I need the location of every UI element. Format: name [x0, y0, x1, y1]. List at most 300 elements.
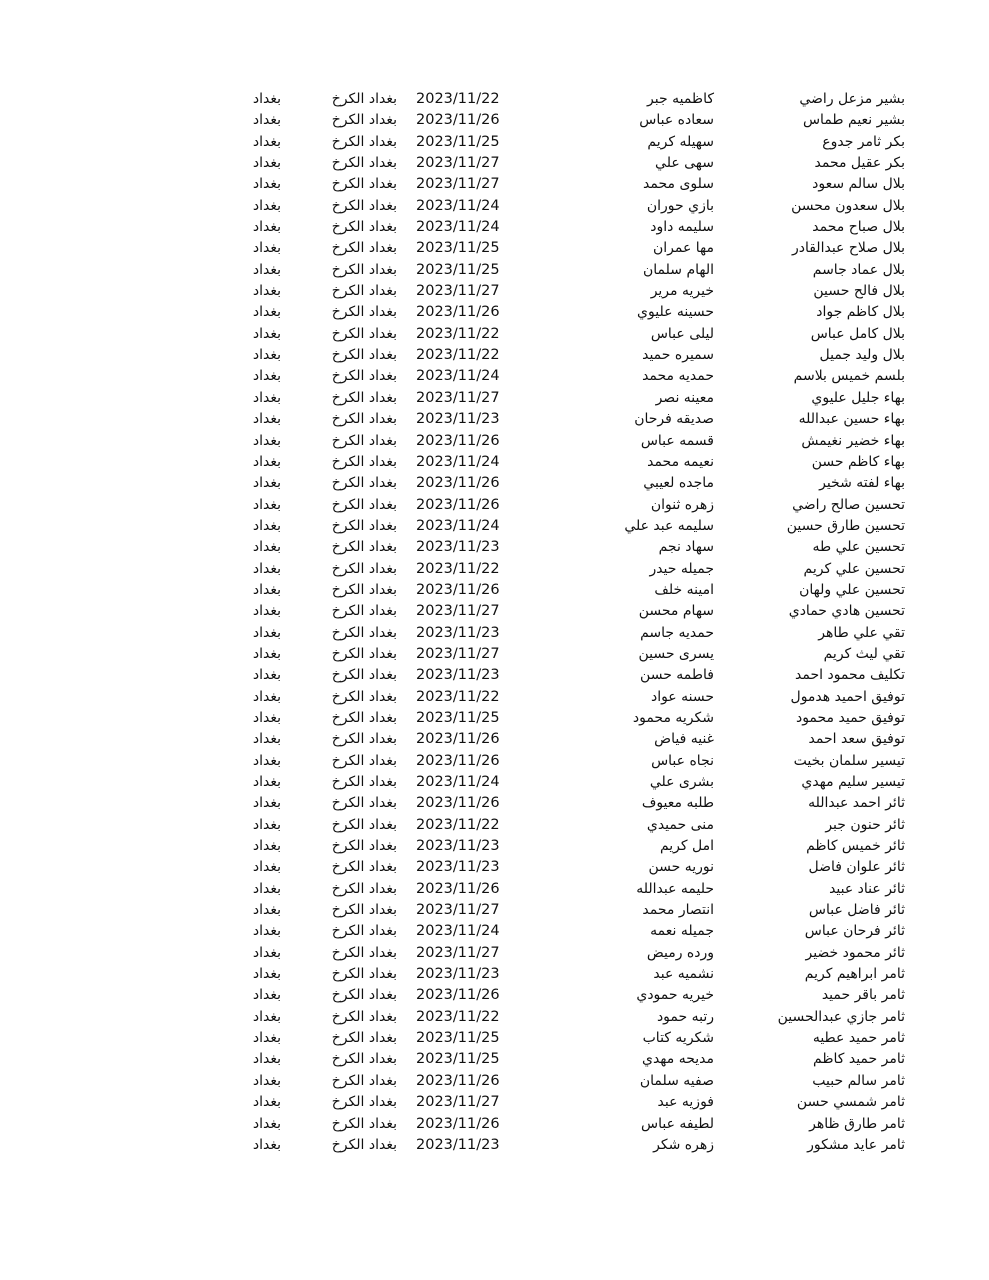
city-cell: بغداد: [252, 1115, 281, 1132]
city-cell: بغداد: [252, 1008, 281, 1025]
district-cell: بغداد الكرخ: [331, 987, 397, 1004]
mother-name-cell: نوريه حسن: [648, 859, 714, 876]
mother-name-cell: ورده رميض: [646, 944, 714, 961]
district-cell: بغداد الكرخ: [331, 774, 397, 790]
date-cell: 2023/11/22: [416, 560, 500, 577]
person-name-cell: تحسين طارق حسين: [786, 517, 905, 534]
person-name-cell: تقي علي طاهر: [818, 624, 905, 641]
table-row: [0, 943, 989, 964]
table-row: [0, 687, 989, 708]
person-name-cell: توفيق سعد احمد: [808, 731, 905, 748]
district-cell: بغداد الكرخ: [331, 1094, 397, 1111]
city-cell: بغداد: [252, 1136, 281, 1153]
table-row: [0, 1007, 989, 1028]
city-cell: بغداد: [252, 411, 281, 428]
table-row: [0, 174, 989, 195]
district-cell: بغداد الكرخ: [331, 902, 397, 919]
date-cell: 2023/11/24: [416, 219, 500, 236]
date-cell: 2023/11/26: [416, 432, 500, 449]
city-cell: بغداد: [252, 240, 281, 257]
city-cell: بغداد: [252, 112, 281, 129]
district-cell: بغداد الكرخ: [331, 347, 397, 364]
date-cell: 2023/11/27: [416, 283, 500, 300]
mother-name-cell: سعاده عباس: [639, 112, 714, 129]
city-cell: بغداد: [252, 795, 281, 812]
person-name-cell: بلال صباح محمد: [812, 219, 905, 236]
person-name-cell: تحسين علي طه: [812, 539, 905, 556]
district-cell: بغداد الكرخ: [331, 581, 397, 598]
person-name-cell: ثامر حميد كاظم: [813, 1051, 905, 1068]
person-name-cell: بكر عقيل محمد: [814, 155, 905, 172]
table-row: [0, 665, 989, 686]
date-cell: 2023/11/27: [416, 176, 500, 193]
mother-name-cell: سليمه داود: [650, 219, 714, 236]
person-name-cell: ثامر شمسي حسن: [796, 1094, 905, 1111]
person-name-cell: ثامر عايد مشكور: [807, 1136, 905, 1153]
district-cell: بغداد الكرخ: [331, 368, 397, 385]
date-cell: 2023/11/22: [416, 1008, 500, 1025]
city-cell: بغداد: [252, 624, 281, 641]
table-row: [0, 857, 989, 878]
date-cell: 2023/11/27: [416, 389, 500, 406]
district-cell: بغداد الكرخ: [331, 261, 397, 278]
date-cell: 2023/11/26: [416, 987, 500, 1004]
date-cell: 2023/11/23: [416, 859, 500, 876]
date-cell: 2023/11/22: [416, 91, 500, 107]
mother-name-cell: بازي حوران: [646, 197, 714, 214]
district-cell: بغداد الكرخ: [331, 752, 397, 769]
table-row: [0, 921, 989, 942]
table-row: [0, 537, 989, 558]
city-cell: بغداد: [252, 347, 281, 364]
person-name-cell: تقي ليث كريم: [823, 645, 905, 662]
city-cell: بغداد: [252, 155, 281, 172]
date-cell: 2023/11/27: [416, 902, 500, 919]
date-cell: 2023/11/25: [416, 261, 500, 278]
date-cell: 2023/11/22: [416, 816, 500, 833]
person-name-cell: بهاء خضير نغيمش: [801, 432, 905, 449]
mother-name-cell: طلبه معيوف: [641, 795, 714, 812]
district-cell: بغداد الكرخ: [331, 325, 397, 342]
person-name-cell: بلال وليد جميل: [819, 347, 905, 364]
district-cell: بغداد الكرخ: [331, 923, 397, 940]
date-cell: 2023/11/26: [416, 752, 500, 769]
city-cell: بغداد: [252, 1030, 281, 1047]
person-name-cell: بلال سعدون محسن: [791, 197, 905, 214]
person-name-cell: ثائر فرحان عباس: [804, 923, 905, 940]
date-cell: 2023/11/25: [416, 1051, 500, 1068]
city-cell: بغداد: [252, 859, 281, 876]
table-row: [0, 1071, 989, 1092]
mother-name-cell: سليمه عبد علي: [624, 517, 714, 534]
date-cell: 2023/11/27: [416, 944, 500, 961]
mother-name-cell: خيريه مرير: [650, 283, 714, 300]
table-row: [0, 985, 989, 1006]
person-name-cell: بهاء حسين عبدالله: [798, 411, 905, 428]
district-cell: بغداد الكرخ: [331, 283, 397, 300]
mother-name-cell: زهره ثنوان: [650, 496, 714, 513]
person-name-cell: تحسين علي كريم: [803, 560, 905, 577]
table-row: [0, 302, 989, 323]
date-cell: 2023/11/23: [416, 624, 500, 641]
date-cell: 2023/11/23: [416, 411, 500, 428]
person-name-cell: تيسير سلمان بخيت: [793, 752, 905, 769]
date-cell: 2023/11/22: [416, 325, 500, 342]
city-cell: بغداد: [252, 902, 281, 919]
mother-name-cell: صفيه سلمان: [639, 1072, 714, 1089]
district-cell: بغداد الكرخ: [331, 1115, 397, 1132]
district-cell: بغداد الكرخ: [331, 496, 397, 513]
district-cell: بغداد الكرخ: [331, 1051, 397, 1068]
mother-name-cell: فوزيه عبد: [657, 1094, 714, 1111]
district-cell: بغداد الكرخ: [331, 517, 397, 534]
person-name-cell: ثامر ابراهيم كريم: [804, 966, 905, 983]
district-cell: بغداد الكرخ: [331, 966, 397, 983]
table-row: [0, 153, 989, 174]
table-row: [0, 623, 989, 644]
city-cell: بغداد: [252, 774, 281, 790]
city-cell: بغداد: [252, 667, 281, 684]
city-cell: بغداد: [252, 944, 281, 961]
table-row: [0, 964, 989, 985]
district-cell: بغداد الكرخ: [331, 240, 397, 257]
table-row: [0, 1092, 989, 1113]
district-cell: بغداد الكرخ: [331, 624, 397, 641]
city-cell: بغداد: [252, 923, 281, 940]
table-row: [0, 409, 989, 430]
table-row: [0, 708, 989, 729]
person-name-cell: ثائر محمود خضير: [805, 944, 905, 961]
person-name-cell: ثامر طارق ظاهر: [809, 1115, 905, 1132]
table-row: [0, 431, 989, 452]
city-cell: بغداد: [252, 496, 281, 513]
table-row: [0, 1049, 989, 1070]
mother-name-cell: شكريه محمود: [632, 709, 714, 726]
person-name-cell: ثائر عناد عبيد: [829, 880, 905, 897]
date-cell: 2023/11/26: [416, 1072, 500, 1089]
mother-name-cell: كاظميه جبر: [647, 91, 714, 107]
city-cell: بغداد: [252, 731, 281, 748]
mother-name-cell: سميره حميد: [642, 347, 714, 364]
date-cell: 2023/11/26: [416, 880, 500, 897]
mother-name-cell: سهيله كريم: [647, 133, 714, 150]
table-row: [0, 281, 989, 302]
date-cell: 2023/11/26: [416, 112, 500, 129]
city-cell: بغداد: [252, 688, 281, 705]
mother-name-cell: نعيمه محمد: [647, 453, 714, 470]
table-row: [0, 1114, 989, 1135]
date-cell: 2023/11/23: [416, 539, 500, 556]
mother-name-cell: سهام محسن: [638, 603, 714, 620]
city-cell: بغداد: [252, 432, 281, 449]
person-name-cell: ثامر جازي عبدالحسين: [777, 1008, 905, 1025]
date-cell: 2023/11/22: [416, 688, 500, 705]
district-cell: بغداد الكرخ: [331, 112, 397, 129]
mother-name-cell: يسرى حسين: [638, 645, 714, 662]
city-cell: بغداد: [252, 1051, 281, 1068]
district-cell: بغداد الكرخ: [331, 411, 397, 428]
mother-name-cell: امل كريم: [659, 838, 714, 855]
date-cell: 2023/11/24: [416, 774, 500, 790]
date-cell: 2023/11/26: [416, 795, 500, 812]
mother-name-cell: شكريه كتاب: [642, 1030, 714, 1047]
person-name-cell: بلال سالم سعود: [812, 176, 905, 193]
mother-name-cell: معينه نصر: [655, 389, 714, 406]
person-name-cell: تكليف محمود احمد: [795, 667, 905, 684]
table-row: [0, 452, 989, 473]
date-cell: 2023/11/24: [416, 368, 500, 385]
person-name-cell: بلال فالح حسين: [813, 283, 905, 300]
person-name-cell: تحسين هادي حمادي: [788, 603, 905, 620]
date-cell: 2023/11/24: [416, 197, 500, 214]
date-cell: 2023/11/26: [416, 496, 500, 513]
date-cell: 2023/11/26: [416, 731, 500, 748]
mother-name-cell: امينه خلف: [654, 581, 714, 598]
district-cell: بغداد الكرخ: [331, 709, 397, 726]
date-cell: 2023/11/22: [416, 347, 500, 364]
person-name-cell: ثامر باقر حميد: [821, 987, 905, 1004]
city-cell: بغداد: [252, 581, 281, 598]
mother-name-cell: خيريه حمودي: [636, 987, 714, 1004]
person-name-cell: بكر ثامر جدوع: [822, 133, 905, 150]
table-row: [0, 473, 989, 494]
date-cell: 2023/11/26: [416, 475, 500, 492]
mother-name-cell: بشرى علي: [649, 774, 714, 790]
table-row: [0, 217, 989, 238]
table-row: [0, 601, 989, 622]
mother-name-cell: لطيفه عباس: [641, 1115, 714, 1132]
mother-name-cell: مديحه مهدي: [642, 1051, 714, 1068]
person-name-cell: بلسم خميس بلاسم: [793, 368, 905, 385]
table-row: [0, 729, 989, 750]
table-row: [0, 879, 989, 900]
city-cell: بغداد: [252, 91, 281, 107]
table-row: [0, 132, 989, 153]
district-cell: بغداد الكرخ: [331, 1008, 397, 1025]
table-row: [0, 793, 989, 814]
date-cell: 2023/11/27: [416, 1094, 500, 1111]
district-cell: بغداد الكرخ: [331, 816, 397, 833]
date-cell: 2023/11/25: [416, 709, 500, 726]
table-row: [0, 1028, 989, 1049]
district-cell: بغداد الكرخ: [331, 155, 397, 172]
mother-name-cell: منى حميدي: [646, 816, 714, 833]
person-name-cell: بلال كامل عباس: [810, 325, 905, 342]
district-cell: بغداد الكرخ: [331, 91, 397, 107]
district-cell: بغداد الكرخ: [331, 560, 397, 577]
mother-name-cell: فاطمه حسن: [640, 667, 714, 684]
mother-name-cell: سهاد نجم: [658, 539, 714, 556]
person-name-cell: بهاء جليل عليوي: [811, 389, 905, 406]
records-list: [0, 89, 989, 1156]
district-cell: بغداد الكرخ: [331, 1030, 397, 1047]
city-cell: بغداد: [252, 752, 281, 769]
table-row: [0, 260, 989, 281]
district-cell: بغداد الكرخ: [331, 389, 397, 406]
mother-name-cell: ماجده لعيبي: [643, 475, 714, 492]
person-name-cell: بلال كاظم جواد: [816, 304, 905, 321]
person-name-cell: توفيق حميد محمود: [795, 709, 905, 726]
city-cell: بغداد: [252, 197, 281, 214]
district-cell: بغداد الكرخ: [331, 667, 397, 684]
date-cell: 2023/11/27: [416, 155, 500, 172]
date-cell: 2023/11/24: [416, 453, 500, 470]
person-name-cell: ثامر سالم حبيب: [812, 1072, 905, 1089]
city-cell: بغداد: [252, 325, 281, 342]
city-cell: بغداد: [252, 368, 281, 385]
city-cell: بغداد: [252, 539, 281, 556]
mother-name-cell: جميله نعمه: [650, 923, 714, 940]
date-cell: 2023/11/23: [416, 838, 500, 855]
district-cell: بغداد الكرخ: [331, 453, 397, 470]
mother-name-cell: انتصار محمد: [642, 902, 714, 919]
person-name-cell: بلال صلاح عبدالقادر: [791, 240, 905, 257]
date-cell: 2023/11/26: [416, 581, 500, 598]
city-cell: بغداد: [252, 283, 281, 300]
district-cell: بغداد الكرخ: [331, 304, 397, 321]
district-cell: بغداد الكرخ: [331, 1136, 397, 1153]
table-row: [0, 580, 989, 601]
mother-name-cell: نجاه عباس: [651, 752, 714, 769]
table-row: [0, 751, 989, 772]
table-row: [0, 366, 989, 387]
person-name-cell: ثامر حميد عطيه: [812, 1030, 905, 1047]
table-row: [0, 559, 989, 580]
date-cell: 2023/11/23: [416, 966, 500, 983]
city-cell: بغداد: [252, 261, 281, 278]
person-name-cell: بلال عماد جاسم: [812, 261, 905, 278]
date-cell: 2023/11/23: [416, 1136, 500, 1153]
mother-name-cell: رتبه حمود: [656, 1008, 714, 1025]
table-row: [0, 516, 989, 537]
city-cell: بغداد: [252, 219, 281, 236]
table-row: [0, 836, 989, 857]
date-cell: 2023/11/25: [416, 240, 500, 257]
date-cell: 2023/11/25: [416, 133, 500, 150]
mother-name-cell: مها عمران: [652, 240, 714, 257]
table-row: [0, 89, 989, 110]
table-row: [0, 1135, 989, 1156]
person-name-cell: بهاء كاظم حسن: [811, 453, 905, 470]
mother-name-cell: حمديه محمد: [642, 368, 714, 385]
city-cell: بغداد: [252, 475, 281, 492]
person-name-cell: تيسير سليم مهدي: [801, 774, 905, 790]
district-cell: بغداد الكرخ: [331, 219, 397, 236]
mother-name-cell: حسينه عليوي: [637, 304, 714, 321]
mother-name-cell: سهى علي: [655, 155, 714, 172]
city-cell: بغداد: [252, 560, 281, 577]
city-cell: بغداد: [252, 1072, 281, 1089]
mother-name-cell: الهام سلمان: [643, 261, 714, 278]
person-name-cell: بشير نعيم طماس: [802, 112, 905, 129]
district-cell: بغداد الكرخ: [331, 838, 397, 855]
city-cell: بغداد: [252, 133, 281, 150]
city-cell: بغداد: [252, 987, 281, 1004]
city-cell: بغداد: [252, 603, 281, 620]
person-name-cell: ثائر حنون جبر: [825, 816, 905, 833]
city-cell: بغداد: [252, 645, 281, 662]
person-name-cell: تحسين صالح راضي: [792, 496, 905, 513]
district-cell: بغداد الكرخ: [331, 1072, 397, 1089]
table-row: [0, 772, 989, 793]
district-cell: بغداد الكرخ: [331, 133, 397, 150]
district-cell: بغداد الكرخ: [331, 859, 397, 876]
mother-name-cell: حليمه عبدالله: [636, 880, 714, 897]
district-cell: بغداد الكرخ: [331, 176, 397, 193]
date-cell: 2023/11/24: [416, 923, 500, 940]
district-cell: بغداد الكرخ: [331, 688, 397, 705]
person-name-cell: توفيق احميد هدمول: [790, 688, 905, 705]
table-row: [0, 388, 989, 409]
date-cell: 2023/11/27: [416, 645, 500, 662]
date-cell: 2023/11/24: [416, 517, 500, 534]
table-row: [0, 324, 989, 345]
mother-name-cell: زهره شكر: [653, 1136, 714, 1153]
district-cell: بغداد الكرخ: [331, 197, 397, 214]
city-cell: بغداد: [252, 966, 281, 983]
mother-name-cell: قسمه عباس: [640, 432, 714, 449]
person-name-cell: تحسين علي ولهان: [799, 581, 905, 598]
city-cell: بغداد: [252, 389, 281, 406]
table-row: [0, 815, 989, 836]
city-cell: بغداد: [252, 453, 281, 470]
table-row: [0, 196, 989, 217]
person-name-cell: ثائر احمد عبدالله: [808, 795, 905, 812]
date-cell: 2023/11/25: [416, 1030, 500, 1047]
district-cell: بغداد الكرخ: [331, 645, 397, 662]
table-row: [0, 644, 989, 665]
city-cell: بغداد: [252, 304, 281, 321]
mother-name-cell: سلوى محمد: [643, 176, 714, 193]
person-name-cell: بهاء لفته شخير: [819, 475, 905, 492]
mother-name-cell: نشميه عبد: [653, 966, 714, 983]
district-cell: بغداد الكرخ: [331, 539, 397, 556]
mother-name-cell: حسنه عواد: [650, 688, 714, 705]
mother-name-cell: صديقه فرحان: [634, 411, 714, 428]
district-cell: بغداد الكرخ: [331, 880, 397, 897]
date-cell: 2023/11/27: [416, 603, 500, 620]
city-cell: بغداد: [252, 176, 281, 193]
person-name-cell: ثائر علوان فاضل: [808, 859, 905, 876]
city-cell: بغداد: [252, 709, 281, 726]
person-name-cell: ثائر فاضل عباس: [808, 902, 905, 919]
date-cell: 2023/11/23: [416, 667, 500, 684]
city-cell: بغداد: [252, 880, 281, 897]
table-row: [0, 495, 989, 516]
person-name-cell: بشير مزعل راضي: [799, 91, 905, 107]
mother-name-cell: حمديه جاسم: [640, 624, 714, 641]
city-cell: بغداد: [252, 517, 281, 534]
table-row: [0, 345, 989, 366]
date-cell: 2023/11/26: [416, 1115, 500, 1132]
city-cell: بغداد: [252, 816, 281, 833]
mother-name-cell: غنيه فياض: [654, 731, 714, 748]
city-cell: بغداد: [252, 1094, 281, 1111]
date-cell: 2023/11/26: [416, 304, 500, 321]
district-cell: بغداد الكرخ: [331, 731, 397, 748]
city-cell: بغداد: [252, 838, 281, 855]
district-cell: بغداد الكرخ: [331, 944, 397, 961]
district-cell: بغداد الكرخ: [331, 432, 397, 449]
table-row: [0, 900, 989, 921]
table-row: [0, 238, 989, 259]
mother-name-cell: جميله حيدر: [649, 560, 714, 577]
table-row: [0, 110, 989, 131]
district-cell: بغداد الكرخ: [331, 603, 397, 620]
district-cell: بغداد الكرخ: [331, 475, 397, 492]
person-name-cell: ثائر خميس كاظم: [806, 838, 905, 855]
mother-name-cell: ليلى عباس: [650, 325, 714, 342]
